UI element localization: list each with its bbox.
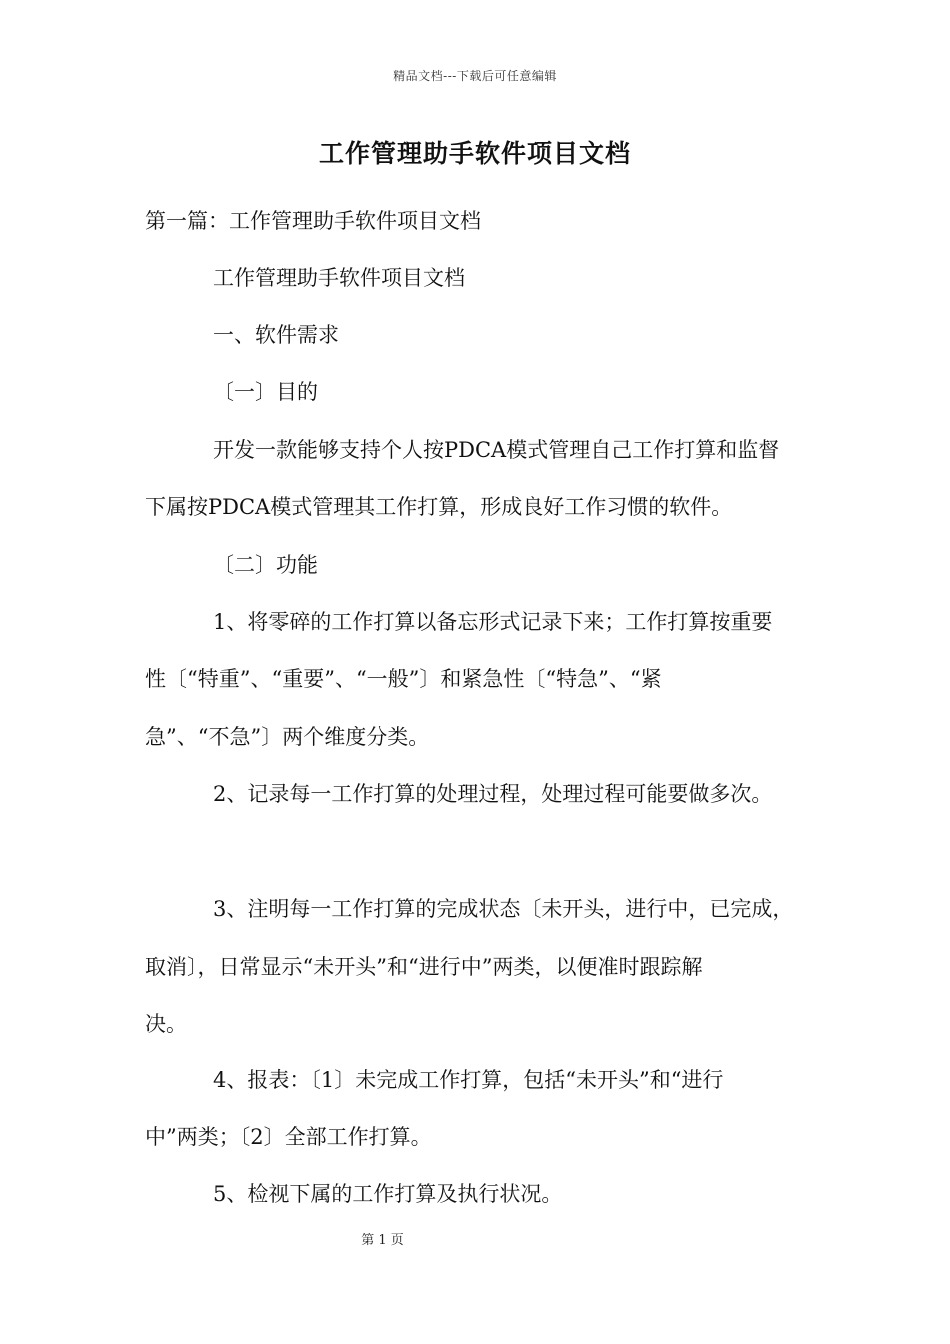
page-header: 精品文档---下载后可任意编辑 [393,69,557,83]
subtitle-line: 工作管理助手软件项目文档 [213,266,465,290]
page-number: 第 1 页 [361,1233,404,1248]
item-1-line-1: 1、将零碎的工作打算以备忘形式记录下来；工作打算按重要 [213,610,773,634]
chapter-heading: 第一篇：工作管理助手软件项目文档 [145,209,481,233]
item-5: 5、检视下属的工作打算及执行状况。 [213,1182,563,1206]
section-heading: 一、软件需求 [213,323,339,347]
purpose-line-2: 下属按PDCA模式管理其工作打算，形成良好工作习惯的软件。 [145,495,733,519]
document-title: 工作管理助手软件项目文档 [318,139,631,168]
item-3-line-2: 取消〕，日常显示“未开头”和“进行中”两类，以便准时跟踪解 [145,955,703,979]
purpose-line-1: 开发一款能够支持个人按PDCA模式管理自己工作打算和监督 [213,438,780,462]
subsection-function: 〔二〕功能 [213,553,318,577]
item-1-line-3: 急”、“不急”〕两个维度分类。 [145,725,430,749]
subsection-purpose: 〔一〕目的 [213,380,318,404]
item-2: 2、记录每一工作打算的处理过程，处理过程可能要做多次。 [213,782,773,806]
item-1-line-2: 性〔“特重”、“重要”、“一般”〕和紧急性〔“特急”、“紧 [145,667,662,691]
item-4-line-1: 4、报表：〔1〕未完成工作打算，包括“未开头”和“进行 [213,1068,724,1092]
item-4-line-2: 中”两类；〔2〕全部工作打算。 [145,1125,432,1149]
item-3-line-3: 决。 [145,1012,187,1036]
item-3-line-1: 3、注明每一工作打算的完成状态〔未开头，进行中，已完成， [213,897,794,921]
